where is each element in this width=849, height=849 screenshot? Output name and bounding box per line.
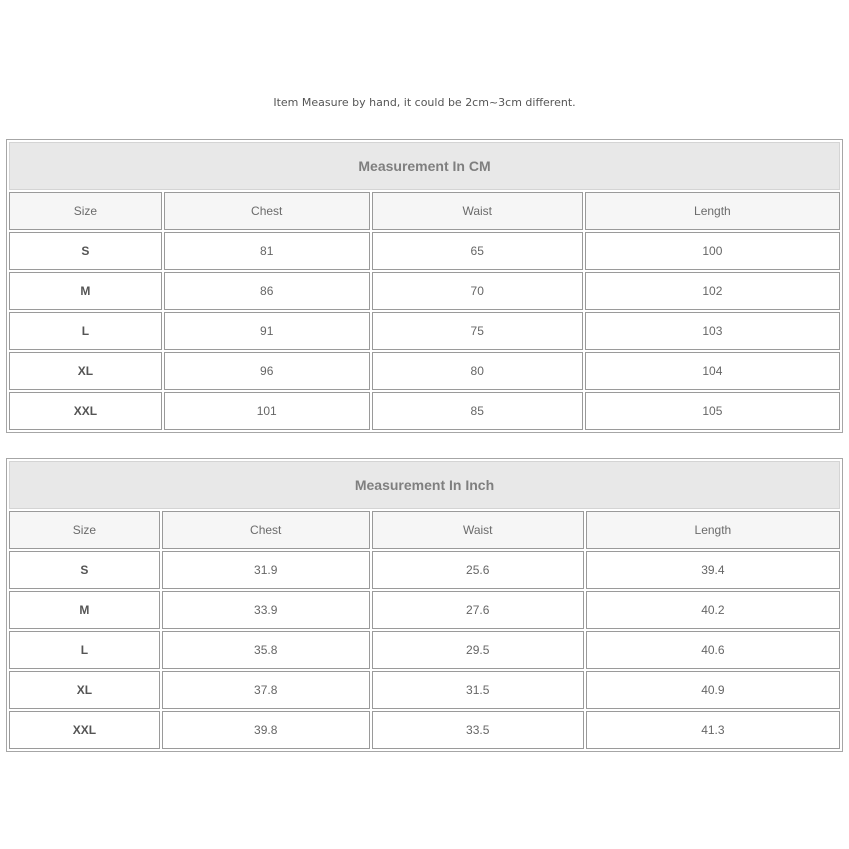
chest-cell: 101 — [164, 392, 370, 430]
table-row — [9, 711, 840, 749]
table-row — [9, 232, 840, 270]
column-header-chest: Chest — [162, 511, 370, 549]
column-header-size: Size — [9, 192, 162, 230]
chest-cell: 91 — [164, 312, 370, 350]
table-header-row — [9, 192, 840, 230]
measurement-note: Item Measure by hand, it could be 2cm~3cm different. — [273, 96, 576, 109]
chest-cell: 35.8 — [162, 631, 370, 669]
size-cell: S — [9, 232, 162, 270]
table-title: Measurement In CM — [9, 142, 840, 190]
table-row — [9, 631, 840, 669]
table-row — [9, 272, 840, 310]
length-cell: 103 — [585, 312, 840, 350]
size-cell: XXL — [9, 711, 160, 749]
table-title-row — [9, 461, 840, 509]
waist-cell: 25.6 — [372, 551, 584, 589]
length-cell: 40.9 — [586, 671, 840, 709]
chest-cell: 81 — [164, 232, 370, 270]
chest-cell: 86 — [164, 272, 370, 310]
length-cell: 105 — [585, 392, 840, 430]
length-cell: 104 — [585, 352, 840, 390]
table-title: Measurement In Inch — [9, 461, 840, 509]
waist-cell: 75 — [372, 312, 583, 350]
chest-cell: 39.8 — [162, 711, 370, 749]
waist-cell: 31.5 — [372, 671, 584, 709]
chest-cell: 96 — [164, 352, 370, 390]
length-cell: 100 — [585, 232, 840, 270]
table-header-row — [9, 511, 840, 549]
waist-cell: 65 — [372, 232, 583, 270]
waist-cell: 29.5 — [372, 631, 584, 669]
size-chart-inch — [6, 458, 843, 752]
waist-cell: 33.5 — [372, 711, 584, 749]
size-cell: XL — [9, 352, 162, 390]
table-row — [9, 392, 840, 430]
size-cell: M — [9, 591, 160, 629]
column-header-chest: Chest — [164, 192, 370, 230]
length-cell: 40.6 — [586, 631, 840, 669]
waist-cell: 80 — [372, 352, 583, 390]
column-header-length: Length — [586, 511, 840, 549]
table-row — [9, 352, 840, 390]
length-cell: 40.2 — [586, 591, 840, 629]
column-header-waist: Waist — [372, 511, 584, 549]
size-cell: XL — [9, 671, 160, 709]
waist-cell: 27.6 — [372, 591, 584, 629]
size-cell: L — [9, 631, 160, 669]
waist-cell: 70 — [372, 272, 583, 310]
chest-cell: 33.9 — [162, 591, 370, 629]
size-cell: L — [9, 312, 162, 350]
table-title-row — [9, 142, 840, 190]
table-row — [9, 551, 840, 589]
column-header-waist: Waist — [372, 192, 583, 230]
length-cell: 39.4 — [586, 551, 840, 589]
size-cell: S — [9, 551, 160, 589]
table-row — [9, 312, 840, 350]
column-header-length: Length — [585, 192, 840, 230]
table-row — [9, 591, 840, 629]
chest-cell: 31.9 — [162, 551, 370, 589]
column-header-size: Size — [9, 511, 160, 549]
size-chart-cm — [6, 139, 843, 433]
waist-cell: 85 — [372, 392, 583, 430]
chest-cell: 37.8 — [162, 671, 370, 709]
length-cell: 102 — [585, 272, 840, 310]
table-row — [9, 671, 840, 709]
size-cell: XXL — [9, 392, 162, 430]
size-cell: M — [9, 272, 162, 310]
length-cell: 41.3 — [586, 711, 840, 749]
